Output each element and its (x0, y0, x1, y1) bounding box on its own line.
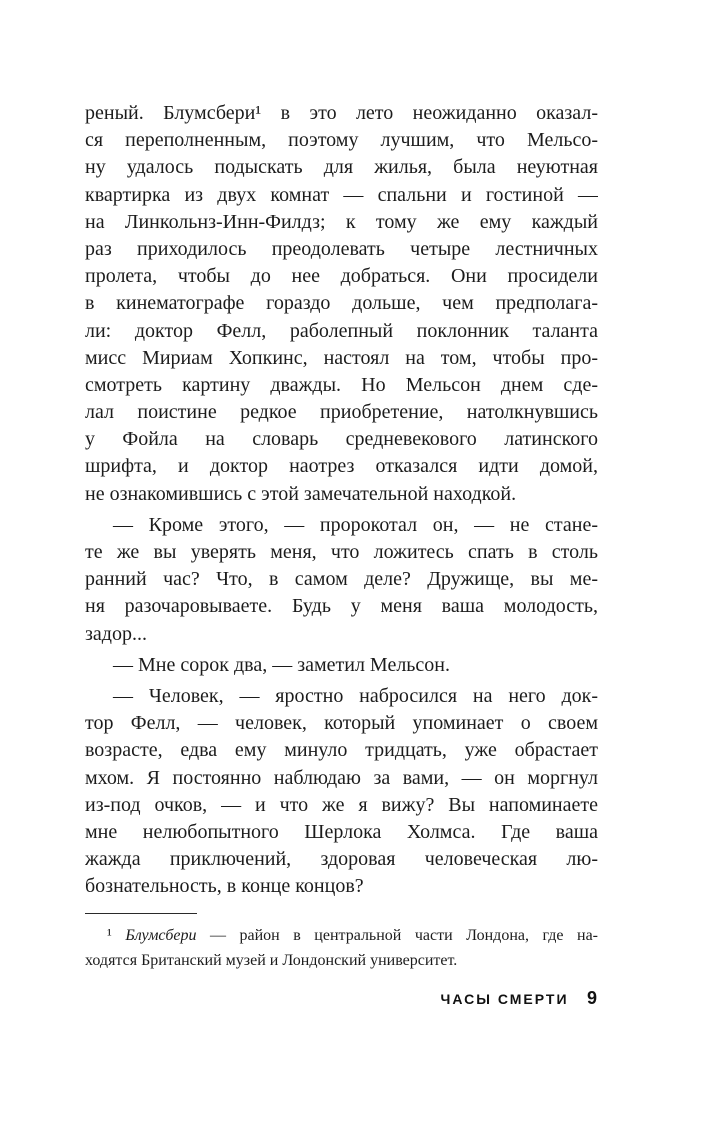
text-line: ну удалось подыскать для жилья, была неуютная (85, 156, 598, 179)
text-line: ли: доктор Фелл, раболепный поклонник таланта (85, 319, 598, 342)
paragraph (85, 512, 598, 648)
text-line: задор... (85, 622, 147, 645)
paragraph (85, 683, 598, 901)
text-line: возрасте, едва ему минуло тридцать, уже обрастает (85, 739, 598, 762)
page-footer (441, 988, 597, 1009)
text-line: не ознакомившись с этой замечательной находкой. (85, 482, 517, 505)
footnote-text: ходятся Британский музей и Лондонский университет. (85, 952, 458, 970)
text-line: ня разочаровываете. Будь у меня ваша молодость, (85, 595, 598, 618)
footnote-line (85, 948, 598, 973)
footnote-separator (85, 913, 197, 914)
text-line: шрифта, и доктор наотрез отказался идти домой, (85, 455, 598, 478)
text-line: — Человек, — яростно набросился на него док- (113, 684, 598, 707)
footnote-term: Блумсбери (125, 927, 197, 945)
text-line: жажда приключений, здоровая человеческая лю- (85, 848, 598, 871)
page-number: 9 (586, 988, 597, 1008)
text-line: раз приходилось преодолевать четыре лестничных (85, 237, 598, 260)
paragraph (85, 100, 598, 508)
text-line: у Фойла на словарь средневекового латинского (85, 428, 598, 451)
text-line: в кинематографе гораздо дольше, чем предполага- (85, 292, 598, 315)
text-line: мне нелюбопытного Шерлока Холмса. Где ваша (85, 820, 598, 843)
text-line: смотреть картину дважды. Но Мельсон днем сде- (85, 373, 598, 396)
body-paragraphs (85, 100, 598, 900)
text-line: из-под очков, — и что же я вижу? Вы напоминаете (85, 793, 598, 816)
footnote-text: ¹ (107, 927, 126, 945)
text-line: ранний час? Что, в самом деле? Дружище, вы ме- (85, 568, 598, 591)
footnote-text: — район в центральной части Лондона, где на- (196, 927, 598, 945)
footnote-line (85, 923, 598, 948)
text-line: мисс Мириам Хопкинс, настоял на том, чтобы про- (85, 346, 598, 369)
running-title: ЧАСЫ СМЕРТИ (440, 991, 569, 1007)
text-line: бознательность, в конце концов? (85, 875, 364, 898)
text-line: мхом. Я постоянно наблюдаю за вами, — он моргнул (85, 766, 598, 789)
text-line: ся переполненным, поэтому лучшим, что Мельсо- (85, 129, 598, 152)
text-line: реный. Блумсбери¹ в это лето неожиданно оказал- (85, 102, 598, 124)
text-line: те же вы уверять меня, что ложитесь спать в столь (85, 541, 598, 563)
paragraph (85, 652, 598, 679)
text-line: лал поистине редкое приобретение, натолкнувшись (85, 401, 598, 424)
text-line: пролета, чтобы до нее добраться. Они просидели (85, 265, 598, 288)
page-text-block (85, 100, 598, 973)
footnote (85, 923, 598, 973)
text-line: тор Фелл, — человек, который упоминает о своем (85, 712, 598, 735)
text-line: — Кроме этого, — пророкотал он, — не стане- (113, 513, 598, 536)
text-line: на Линкольнз-Инн-Филдз; к тому же ему каждый (85, 210, 598, 233)
text-line: квартирка из двух комнат — спальни и гостиной — (85, 183, 598, 206)
text-line: — Мне сорок два, — заметил Мельсон. (113, 653, 451, 676)
